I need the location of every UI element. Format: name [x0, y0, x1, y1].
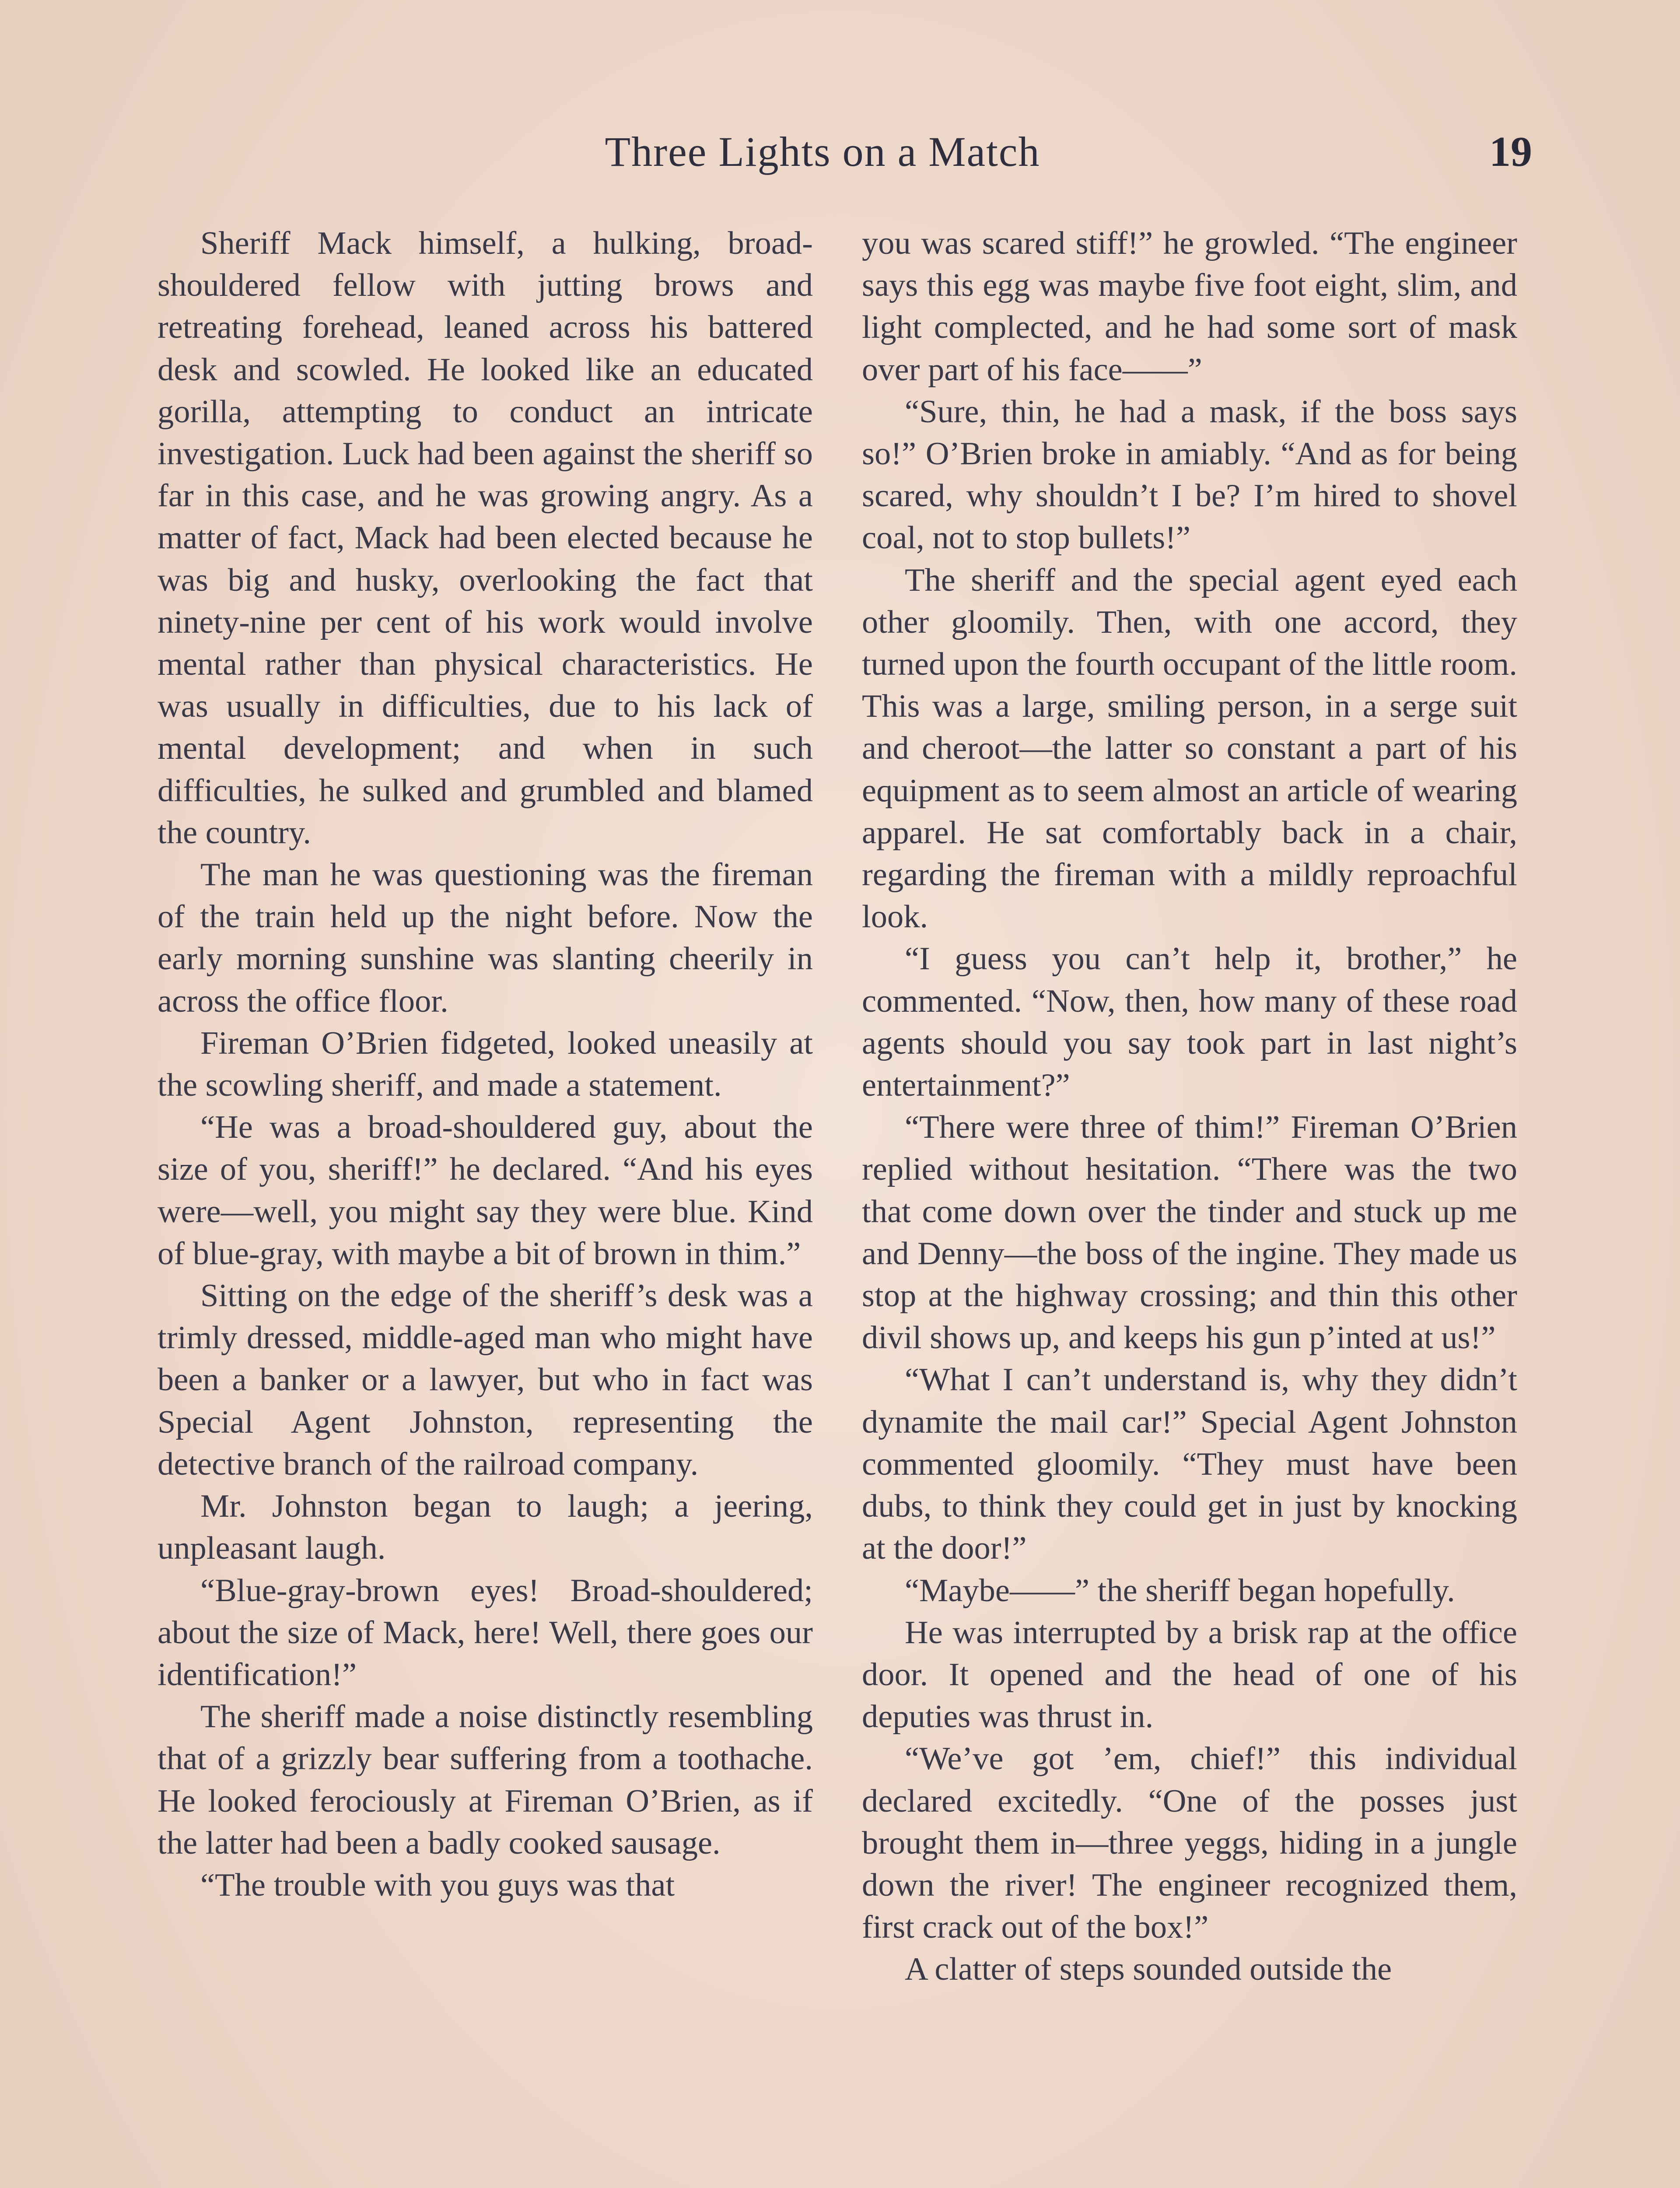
- paragraph: Sitting on the edge of the sheriff’s desk was a trimly dressed, middle-aged man who might have been a banker or a lawyer, but who in fact was Special Agent Johnston, representing the detective branch of the railroad company.: [158, 1278, 813, 1482]
- paragraph: you was scared stiff!” he growled. “The engineer says this egg was maybe five foot eight, slim, and light complected, and he had some sort of mask over part of his face——”: [862, 225, 1517, 388]
- right-text-column: [862, 222, 1517, 1991]
- paragraph: Fireman O’Brien fidgeted, looked uneasily at the scowling sheriff, and made a statement.: [158, 1025, 813, 1104]
- paragraph: Sheriff Mack himself, a hulking, broad-shouldered fellow with jutting brows and retreating forehead, leaned across his battered desk and scowled. He looked like an educated gorilla, attempting to conduct an intricate investigation. Luck had been against the sheriff so far in this case, and he was growing angry. As a matter of fact, Mack had been elected because he was big and husky, overlooking the fact that ninety-nine per cent of his work would involve mental rather than physical characteristics. He was usually in difficulties, due to his lack of mental development; and when in such difficulties, he sulked and grumbled and blamed the country.: [158, 225, 813, 851]
- paragraph: The man he was questioning was the fireman of the train held up the night before. Now the early morning sunshine was slanting cheerily in across the office floor.: [158, 857, 813, 1019]
- paragraph: “We’ve got ’em, chief!” this individual declared excitedly. “One of the posses just brought them in—three yeggs, hiding in a jungle down the river! The engineer recognized them, first crack out of the box!”: [862, 1741, 1517, 1946]
- paragraph: A clatter of steps sounded outside the: [905, 1951, 1392, 1988]
- paragraph: The sheriff made a noise distinctly resembling that of a grizzly bear suffering from a toothache. He looked ferociously at Fireman O’Brien, as if the latter had been a badly cooked sausage.: [158, 1699, 813, 1861]
- left-text-column: [158, 222, 813, 1906]
- paragraph: “I guess you can’t help it, brother,” he commented. “Now, then, how many of these road agents should you say took part in last night’s entertainment?”: [862, 941, 1517, 1104]
- paragraph: “What I can’t understand is, why they didn’t dynamite the mail car!” Special Agent Johnston commented gloomily. “They must have been dubs, to think they could get in just by knocking at the door!”: [862, 1362, 1517, 1567]
- paragraph: “Blue-gray-brown eyes! Broad-shouldered; about the size of Mack, here! Well, there goes our identification!”: [158, 1572, 813, 1693]
- paragraph: “The trouble with you guys was that: [200, 1867, 675, 1903]
- paragraph: “Maybe——” the sheriff began hopefully.: [905, 1572, 1455, 1609]
- paragraph: “He was a broad-shouldered guy, about the size of you, sheriff!” he declared. “And his eyes were—well, you might say they were blue. Kind of blue-gray, with maybe a bit of brown in thim.”: [158, 1109, 813, 1272]
- paragraph: “There were three of thim!” Fireman O’Brien replied without hesitation. “There was the two that come down over the tinder and stuck up me and Denny—the boss of the ingine. They made us stop at the highway crossing; and thin this other divil shows up, and keeps his gun p’inted at us!”: [862, 1109, 1517, 1356]
- paragraph: Mr. Johnston began to laugh; a jeering, unpleasant laugh.: [158, 1488, 813, 1567]
- paragraph: He was interrupted by a brisk rap at the office door. It opened and the head of one of his deputies was thrust in.: [862, 1614, 1517, 1735]
- running-header-title: Three Lights on a Match: [605, 128, 1040, 175]
- paragraph: “Sure, thin, he had a mask, if the boss says so!” O’Brien broke in amiably. “And as for being scared, why shouldn’t I be? I’m hired to shovel coal, not to stop bullets!”: [862, 393, 1517, 556]
- page-number: 19: [1489, 128, 1532, 175]
- paragraph: The sheriff and the special agent eyed each other gloomily. Then, with one accord, they turned upon the fourth occupant of the little room. This was a large, smiling person, in a serge suit and cheroot—the latter so constant a part of his equipment as to seem almost an article of wearing apparel. He sat comfortably back in a chair, regarding the fireman with a mildly reproachful look.: [862, 562, 1517, 935]
